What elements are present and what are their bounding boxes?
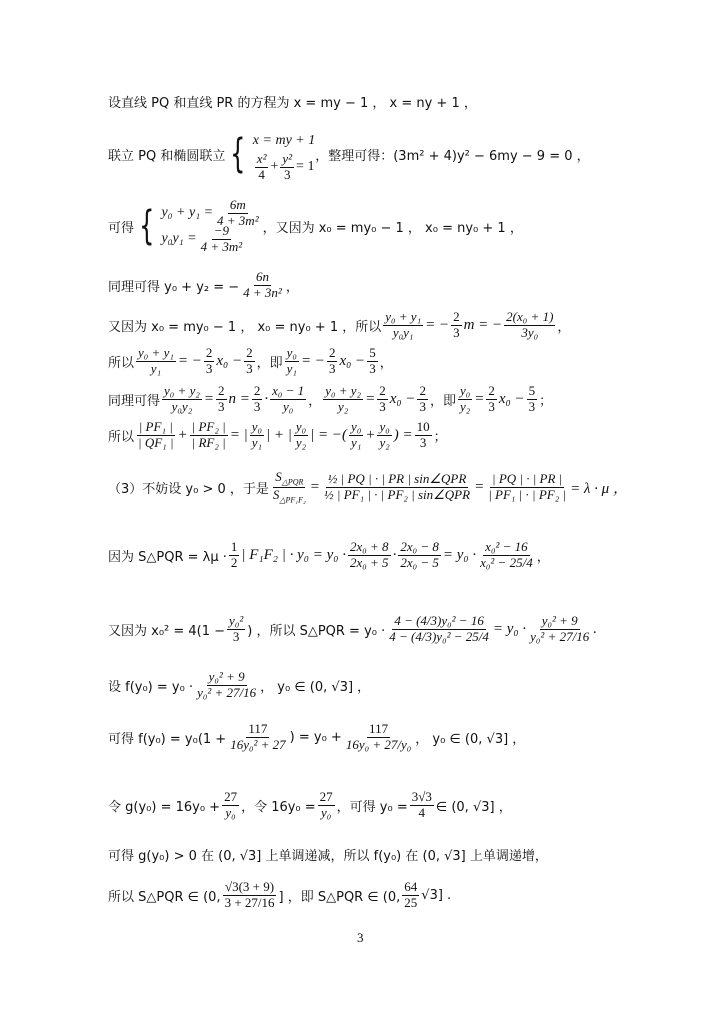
line-5: 又因为 x₀ = my₀ − 1 ， x₀ = ny₀ + 1 ，所以 $\frac{\text{y₀ + y₁}}{\text{y₀y₁}}$ = − $\frac{2}{3}$ m = − $\frac{\text{2(x₀ + 1)}}{\text{3y₀}}$ ，: [108, 309, 571, 340]
line-8: 所以 $\frac{\text{| PF₁ |}}{\text{| QF₁ |}}$ + $\frac{\text{| PF₂ |}}{\text{| RF₂ |}}$ = | $\frac{\text{y₀}}{\text{y₁}}$ | + | $\frac{\text{y₀}}{\text{y₂}}$ | = −( $\frac{\text{y₀}}{\text{y₁}}$ + $\frac{\text{y₀}}{\text{y₂}}$ ) = $\frac{10}{3}$ ；: [108, 419, 447, 450]
line-14: 令 g(y₀) = 16y₀ + $\frac{27}{\text{y₀}}$ ，令 16y₀ = $\frac{27}{\text{y₀}}$ ，可得 y₀ = $\frac{3√3}{4}$ ∈ (0, √3] ，: [108, 789, 512, 820]
line-15: 可得 g(y₀) > 0 在 (0, √3] 上单调递减，所以 f(y₀) 在 (0, √3] 上单调递增，: [108, 849, 548, 864]
page-number: 3: [357, 930, 364, 945]
line-4: 同理可得 y₀ + y₂ = − $\frac{6n}{\text{4 + 3n²}}$ ，: [108, 269, 299, 300]
line-3: 可得 { y₀ + y₁ = $\frac{6m}{\text{4 + 3m²}}$ y₀y₁ = $\frac{-9}{\text{4 + 3m²}}$ ，又因为 x₀ = my₀ − 1 ， x₀ = ny₀ + 1 ，: [108, 196, 523, 254]
left-brace: {: [230, 131, 246, 177]
line-12: 设 f(y₀) = y₀ · $\frac{\text{y₀² + 9}}{\text{y₀² + 27/16}}$ ， y₀ ∈ (0, √3] ，: [108, 669, 371, 700]
line-16: 所以 S△PQR ∈ (0, $\frac{√3(3 + 9)}{3 + 27/16}$ ] ，即 S△PQR ∈ (0, $\frac{64}{25}$ √3] .: [108, 879, 452, 910]
line-9: （3）不妨设 y₀ > 0 ，于是 $\frac{S_{\triangle PQR}}{S_{\triangle PF_1F_2}}$ = $\frac{\text{½ | PQ | · | PR | sin∠QPR}}{\text{½ | PF₁ | · | PF₂ | sin∠QPR}}$ = $\frac{| PQ | \cdot | PR |}{\text{| PF₁ | · | PF₂ |}}$ = λ · μ ，: [108, 469, 628, 505]
equation-system: x = my + 1 $\frac{\text{x²}}{4}$ + $\frac{\text{y²}}{3}$ = 1: [252, 133, 316, 182]
line-11: 又因为 x₀² = 4(1 − $\frac{\text{y₀²}}{3}$ ) ，所以 S△PQR = y₀ · $\frac{\text{4 − (4/3)y₀² − 16}}{\text{4 − (4/3)y₀² − 25/4}}$ = y₀ · $\frac{\text{y₀² + 9}}{\text{y₀² + 27/16}}$ .: [108, 613, 597, 644]
line-6: 所以 $\frac{\text{y₀ + y₁}}{\text{y₁}}$ = − $\frac{2}{3}$ x₀ − $\frac{2}{3}$ ，即 $\frac{\text{y₀}}{\text{y₁}}$ = − $\frac{2}{3}$ x₀ − $\frac{5}{3}$ ，: [108, 345, 393, 376]
line-2: 联立 PQ 和椭圆联立 { x = my + 1 $\frac{\text{x²}}{4}$ + $\frac{\text{y²}}{3}$ = 1 ，整理可得：(3m² + 4)y² − 6my − 9 = 0 ，: [108, 128, 590, 180]
line-1: 设直线 PQ 和直线 PR 的方程为 x = my − 1 ， x = ny + 1 ，: [108, 96, 477, 111]
line-13: 可得 f(y₀) = y₀(1 + $\frac{117}{\text{16y₀² + 27}}$ ) = y₀ + $\frac{117}{\text{16y₀ + 27/y₀}}$ ， y₀ ∈ (0, √3] ，: [108, 721, 526, 752]
line-10: 因为 S△PQR = λμ · $\frac{1}{2}$ | F₁F₂ | · y₀ = y₀ · $\frac{\text{2x₀ + 8}}{\text{2x₀ + 5}}$ · $\frac{\text{2x₀ − 8}}{\text{2x₀ − 5}}$ = y₀ · $\frac{\text{x₀² − 16}}{\text{x₀² − 25/4}}$ ，: [108, 539, 550, 570]
line-7: 同理可得 $\frac{\text{y₀ + y₂}}{\text{y₀y₂}}$ = $\frac{2}{3}$ n = $\frac{2}{3}$ · $\frac{\text{x₀ − 1}}{\text{y₀}}$ ， $\frac{\text{y₀ + y₂}}{\text{y₂}}$ = $\frac{2}{3}$ x₀ − $\frac{2}{3}$ ，即 $\frac{\text{y₀}}{\text{y₂}}$ = $\frac{2}{3}$ x₀ − $\frac{5}{3}$ ；: [108, 383, 553, 414]
